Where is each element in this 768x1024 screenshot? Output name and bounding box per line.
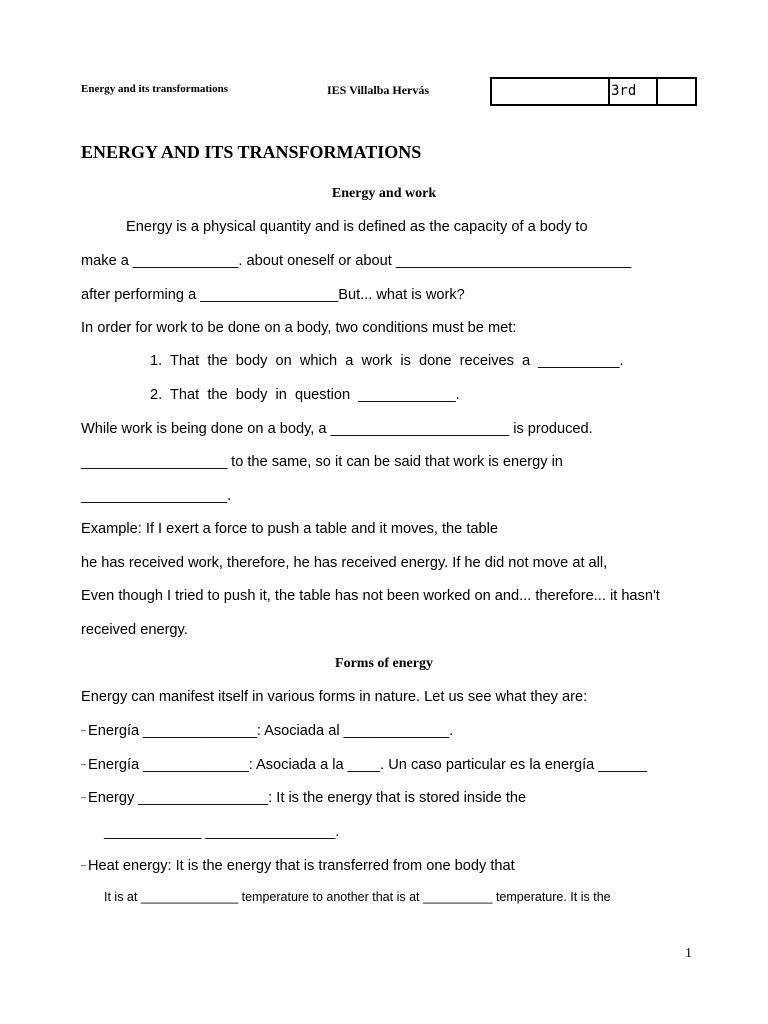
example-line: he has received work, therefore, he has received energy. If he did not move at all, (81, 555, 608, 571)
paragraph-line: Energy is a physical quantity and is defined as the capacity of a body to (126, 219, 588, 235)
section-heading-energy-work: Energy and work (331, 186, 437, 201)
paragraph-line: __________________. (81, 488, 232, 504)
energy-form-continuation: ____________ ________________. (104, 824, 340, 840)
bullet-dash: – (81, 792, 87, 802)
energy-form-item (81, 757, 647, 773)
example-line: Example: If I exert a force to push a table and it moves, the table (81, 521, 498, 537)
paragraph-line: after performing a _________________But... what is work? (81, 287, 465, 303)
condition-item-2: 2. That the body in question ____________. (150, 387, 460, 403)
example-line: received energy. (81, 622, 188, 638)
header-box-cell-blank-2 (658, 79, 695, 104)
header-grade: 3rd (610, 79, 658, 104)
section-heading-forms-energy: Forms of energy (335, 656, 433, 671)
energy-form-item (81, 858, 515, 874)
bullet-dash: – (81, 860, 87, 870)
header-school: IES Villalba Hervás (327, 83, 430, 97)
energy-form-item (81, 723, 453, 739)
paragraph-line: In order for work to be done on a body, two conditions must be met: (81, 320, 517, 336)
bullet-dash: – (81, 725, 87, 735)
paragraph-line: make a _____________. about oneself or about _____________________________ (81, 253, 632, 269)
page-number: 1 (685, 946, 692, 961)
energy-form-item (81, 790, 526, 806)
energy-form-text: Energía ______________: Asociada al _____________. (88, 723, 454, 739)
bullet-dash: – (81, 759, 87, 769)
energy-form-text: Heat energy: It is the energy that is transferred from one body that (88, 858, 515, 874)
example-line: Even though I tried to push it, the table has not been worked on and... therefore... it hasn't (81, 588, 660, 604)
header-box-cell-blank (492, 79, 610, 104)
header-info-box (490, 77, 697, 106)
condition-item-1: 1. That the body on which a work is done receives a __________. (150, 353, 624, 369)
forms-intro: Energy can manifest itself in various forms in nature. Let us see what they are: (81, 689, 588, 705)
header-subject: Energy and its transformations (81, 83, 228, 95)
energy-form-text: Energy ________________: It is the energy that is stored inside the (88, 790, 527, 806)
energy-form-text: Energía _____________: Asociada a la ____. Un caso particular es la energía ______ (88, 757, 648, 773)
paragraph-line: __________________ to the same, so it can be said that work is energy in (81, 454, 563, 470)
paragraph-line: While work is being done on a body, a ______________________ is produced. (81, 421, 593, 437)
page-title: ENERGY AND ITS TRANSFORMATIONS (81, 142, 422, 162)
heat-energy-continuation: It is at ______________ temperature to another that is at __________ temperature. It is the (104, 890, 611, 904)
